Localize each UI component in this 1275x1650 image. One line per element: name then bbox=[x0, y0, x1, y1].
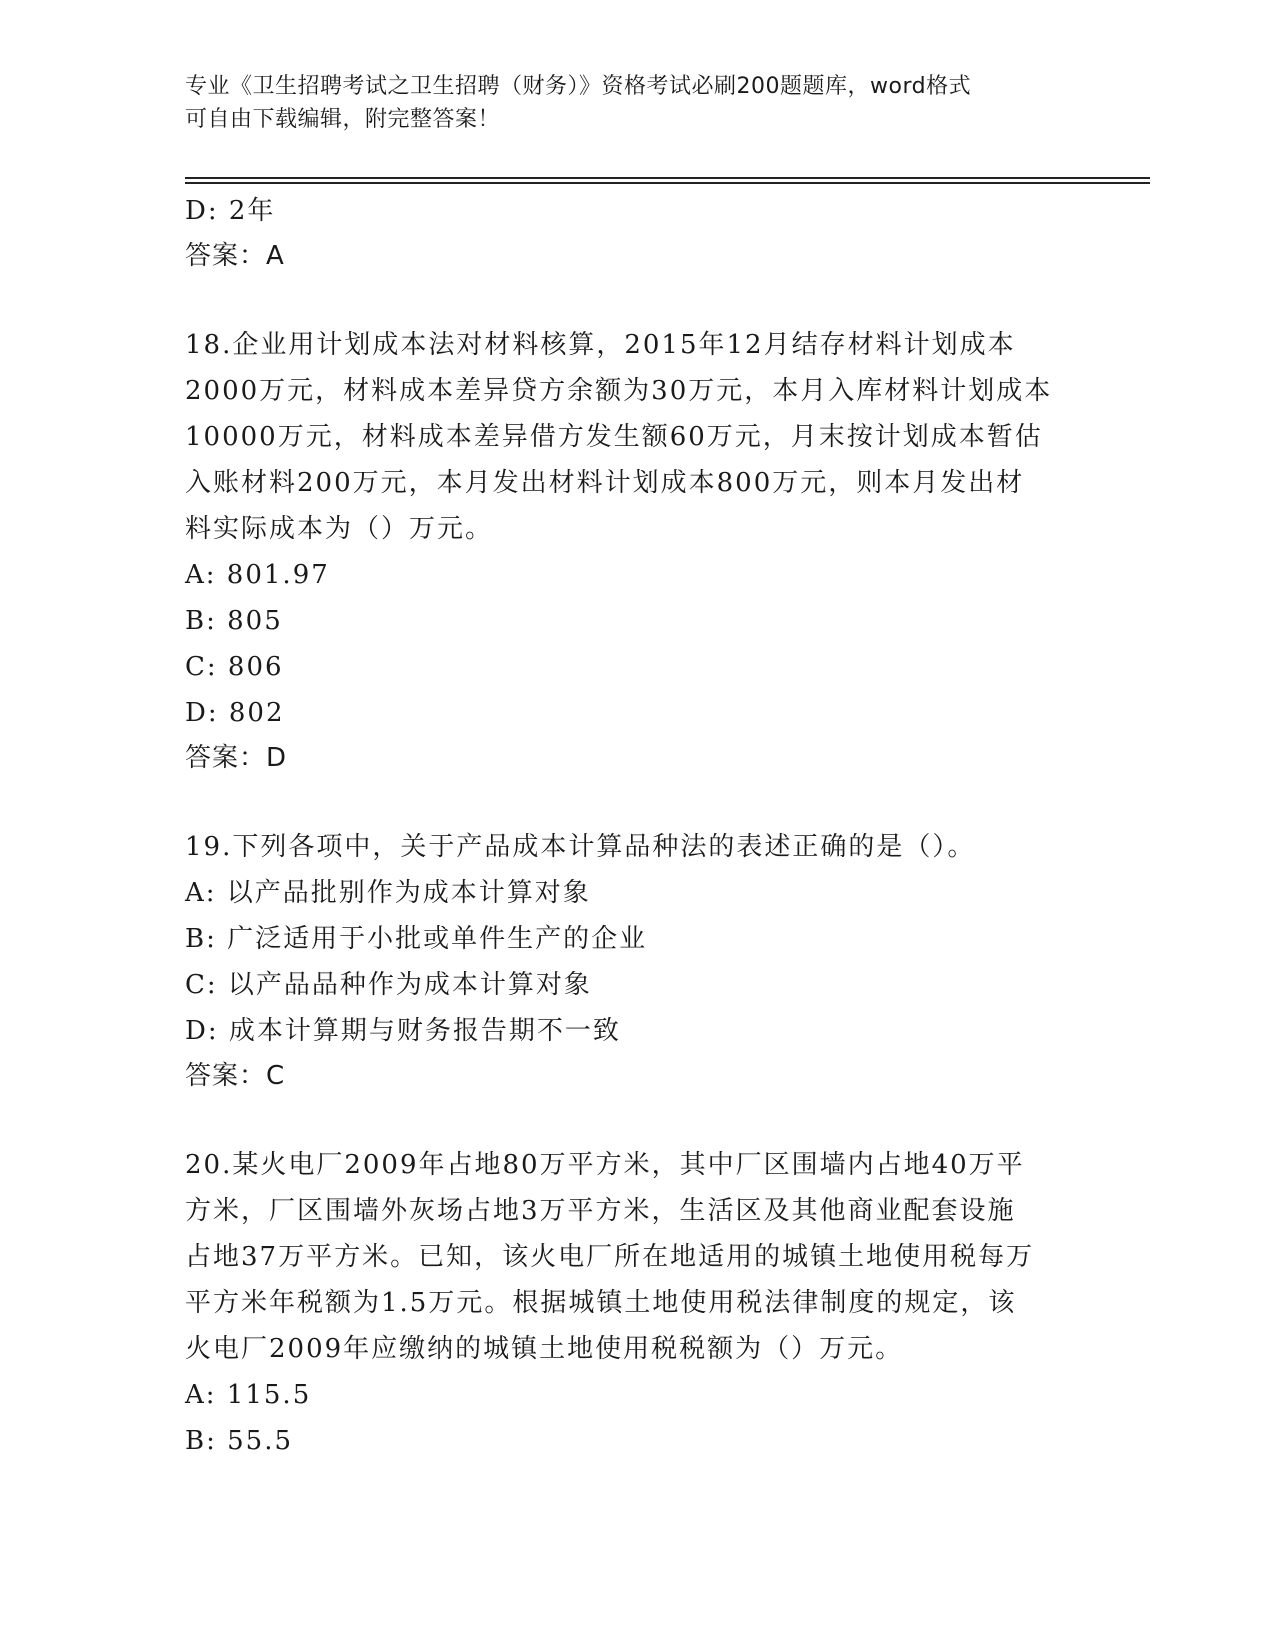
question-stem-line: 平方米年税额为1.5万元。根据城镇土地使用税法律制度的规定，该 bbox=[185, 1288, 1017, 1318]
option-d: D: 成本计算期与财务报告期不一致 bbox=[185, 1016, 621, 1046]
document-body bbox=[185, 188, 1085, 1464]
question-17-tail bbox=[185, 188, 1085, 278]
question-stem-line: 入账材料200万元，本月发出材料计划成本800万元，则本月发出材 bbox=[185, 468, 1025, 498]
option-d: D: 802 bbox=[185, 698, 285, 728]
option-b: B: 广泛适用于小批或单件生产的企业 bbox=[185, 924, 648, 954]
question-stem-line: 20.某火电厂2009年占地80万平方米，其中厂区围墙内占地40万平 bbox=[185, 1150, 1025, 1180]
option-c: C: 以产品品种作为成本计算对象 bbox=[185, 970, 592, 1000]
spacer bbox=[185, 780, 1085, 824]
header-title-line-1: 专业《卫生招聘考试之卫生招聘（财务）》资格考试必刷200题题库，word格式 bbox=[185, 74, 972, 99]
answer-label: 答案：A bbox=[185, 241, 285, 271]
header-title-line-2: 可自由下载编辑，附完整答案！ bbox=[185, 107, 501, 132]
page-header bbox=[185, 70, 1065, 136]
answer-label: 答案：C bbox=[185, 1061, 286, 1091]
option-b: B: 55.5 bbox=[185, 1426, 294, 1456]
question-stem-line: 2000万元，材料成本差异贷方余额为30万元，本月入库材料计划成本 bbox=[185, 376, 1053, 406]
question-20 bbox=[185, 1142, 1085, 1464]
header-rule-top bbox=[185, 177, 1150, 179]
option-a: A: 115.5 bbox=[185, 1380, 312, 1410]
question-stem-line: 料实际成本为（）万元。 bbox=[185, 514, 494, 544]
answer-label: 答案：D bbox=[185, 743, 288, 773]
option-b: B: 805 bbox=[185, 606, 283, 636]
question-stem-line: 火电厂2009年应缴纳的城镇土地使用税税额为（）万元。 bbox=[185, 1334, 904, 1364]
question-stem-line: 占地37万平方米。已知，该火电厂所在地适用的城镇土地使用税每万 bbox=[185, 1242, 1035, 1272]
option-a: A: 801.97 bbox=[185, 560, 330, 590]
option-c: C: 806 bbox=[185, 652, 284, 682]
option-d: D: 2年 bbox=[185, 196, 276, 226]
spacer bbox=[185, 1098, 1085, 1142]
question-stem-line: 18.企业用计划成本法对材料核算，2015年12月结存材料计划成本 bbox=[185, 330, 1016, 360]
question-stem-line: 方米，厂区围墙外灰场占地3万平方米，生活区及其他商业配套设施 bbox=[185, 1196, 1016, 1226]
question-stem-line: 19.下列各项中，关于产品成本计算品种法的表述正确的是（）。 bbox=[185, 832, 976, 862]
question-19 bbox=[185, 824, 1085, 1098]
spacer bbox=[185, 278, 1085, 322]
option-a: A: 以产品批别作为成本计算对象 bbox=[185, 878, 591, 908]
question-18 bbox=[185, 322, 1085, 780]
header-rule-bottom bbox=[185, 182, 1150, 184]
question-stem-line: 10000万元，材料成本差异借方发生额60万元，月末按计划成本暂估 bbox=[185, 422, 1043, 452]
